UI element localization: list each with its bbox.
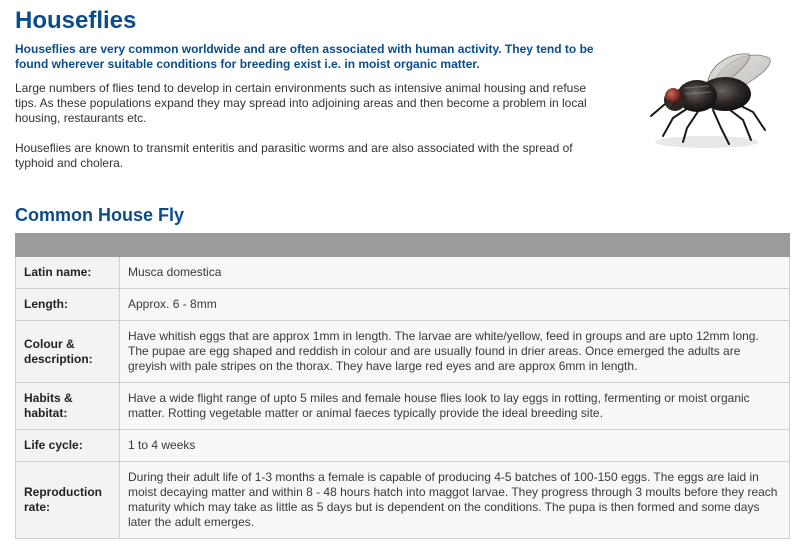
- table-row-reproduction-rate: [16, 462, 790, 539]
- housefly-icon: [629, 44, 779, 154]
- row-label: Habits & habitat:: [16, 383, 120, 430]
- row-label: Life cycle:: [16, 430, 120, 462]
- table-header-bar: [16, 234, 790, 257]
- row-value: Approx. 6 - 8mm: [120, 289, 790, 321]
- row-value: Musca domestica: [120, 257, 790, 289]
- page-title: Houseflies: [15, 7, 137, 34]
- row-value: During their adult life of 1-3 months a female is capable of producing 4-5 batches of 100-150 eggs. The eggs are laid in moist decaying matter and within 8 - 48 hours hatch into maggot larvae. They progress through 3 moults before they reach maturity which may take as little as 5 days but is dependent on the conditions. The pupa is then formed and some days later the adult emerges.: [120, 462, 790, 539]
- row-value: Have a wide flight range of upto 5 miles and female house flies look to lay eggs in rotting, fermenting or moist organic matter. Rotting vegetable matter or animal faeces typically provide the ideal breeding site.: [120, 383, 790, 430]
- row-label: Length:: [16, 289, 120, 321]
- intro-paragraph-2: Houseflies are known to transmit enteritis and parasitic worms and are also associated with the spread of typhoid and cholera.: [15, 141, 573, 170]
- table-row-length: [16, 289, 790, 321]
- table-row-latin-name: [16, 257, 790, 289]
- row-value: 1 to 4 weeks: [120, 430, 790, 462]
- row-label: Colour & description:: [16, 321, 120, 383]
- intro-paragraph-1: Large numbers of flies tend to develop in certain environments such as intensive animal housing and refuse tips. As these populations expand they may spread into adjoining areas and then become a problem in local housing, restaurants etc.: [15, 81, 587, 125]
- page-content: [15, 6, 790, 529]
- row-value: Have whitish eggs that are approx 1mm in length. The larvae are white/yellow, feed in groups and are upto 12mm long. The pupae are egg shaped and reddish in colour and are usually found in drier areas. Once emerged the adults are greyish with pale stripes on the thorax. They have large red eyes and are approx 6mm in length.: [120, 321, 790, 383]
- species-heading: Common House Fly: [15, 205, 185, 225]
- species-info-table: [15, 233, 790, 539]
- table-row-colour-description: [16, 321, 790, 383]
- row-label: Latin name:: [16, 257, 120, 289]
- table-row-life-cycle: [16, 430, 790, 462]
- intro-lead-text: Houseflies are very common worldwide and are often associated with human activity. They tend to be found wherever suitable conditions for breeding exist i.e. in moist organic matter.: [15, 42, 594, 71]
- housefly-photo: [629, 44, 779, 154]
- row-label: Reproduction rate:: [16, 462, 120, 539]
- table-row-habits-habitat: [16, 383, 790, 430]
